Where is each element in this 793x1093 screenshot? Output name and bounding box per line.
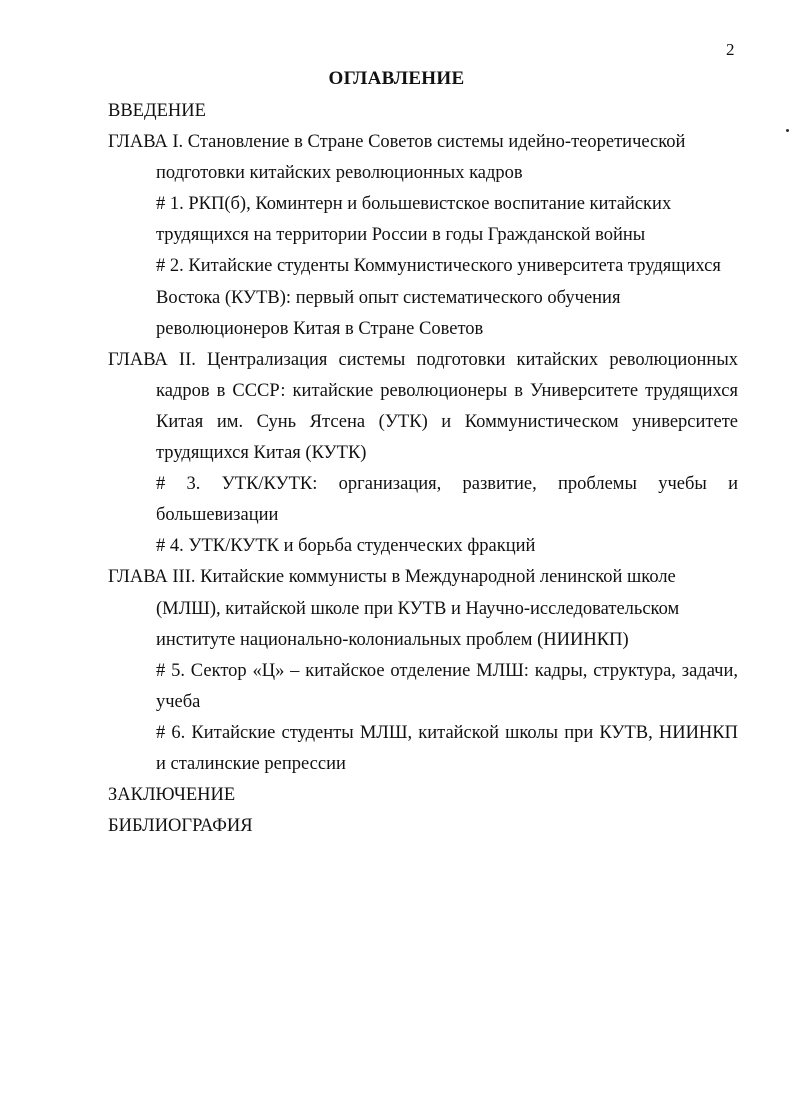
toc-chapter-3: ГЛАВА III. Китайские коммунисты в Международной ленинской школе (МЛШ), китайской школе при КУТВ и Научно-исследовательском институте национально-колониальных проблем (НИИНКП) <box>108 567 680 650</box>
page-title: ОГЛАВЛЕНИЕ <box>328 68 465 89</box>
toc-section-5: # 5. Сектор «Ц» – китайское отделение МЛШ: кадры, структура, задачи, учеба <box>156 660 738 712</box>
toc-section-4: # 4. УТК/КУТК и борьба студенческих фракций <box>156 536 536 557</box>
toc-section-2: # 2. Китайские студенты Коммунистического университета трудящихся Востока (КУТВ): первый опыт систематического обучения революционеров Китая в Стране Советов <box>156 256 721 339</box>
toc-section-3: # 3. УТК/КУТК: организация, развитие, проблемы учебы и большевизации <box>156 474 738 526</box>
table-of-contents <box>108 96 738 842</box>
scan-speck <box>786 129 789 132</box>
page-number: 2 <box>726 40 735 59</box>
toc-bibliography: БИБЛИОГРАФИЯ <box>108 816 253 837</box>
toc-section-1: # 1. РКП(б), Коминтерн и большевистское воспитание китайских трудящихся на территории России в годы Гражданской войны <box>156 194 672 246</box>
toc-chapter-1: ГЛАВА I. Становление в Стране Советов системы идейно-теоретической подготовки китайских революционных кадров <box>108 132 686 184</box>
toc-conclusion: ЗАКЛЮЧЕНИЕ <box>108 785 236 806</box>
toc-section-6: # 6. Китайские студенты МЛШ, китайской школы при КУТВ, НИИНКП и сталинские репрессии <box>156 722 738 774</box>
toc-introduction: ВВЕДЕНИЕ <box>108 101 206 121</box>
toc-chapter-2: ГЛАВА II. Централизация системы подготовки китайских революционных кадров в СССР: китайские революционеры в Университете трудящихся Китая им. Сунь Ятсена (УТК) и Коммунистическом университете трудящихся Китая (КУТК) <box>108 349 738 464</box>
